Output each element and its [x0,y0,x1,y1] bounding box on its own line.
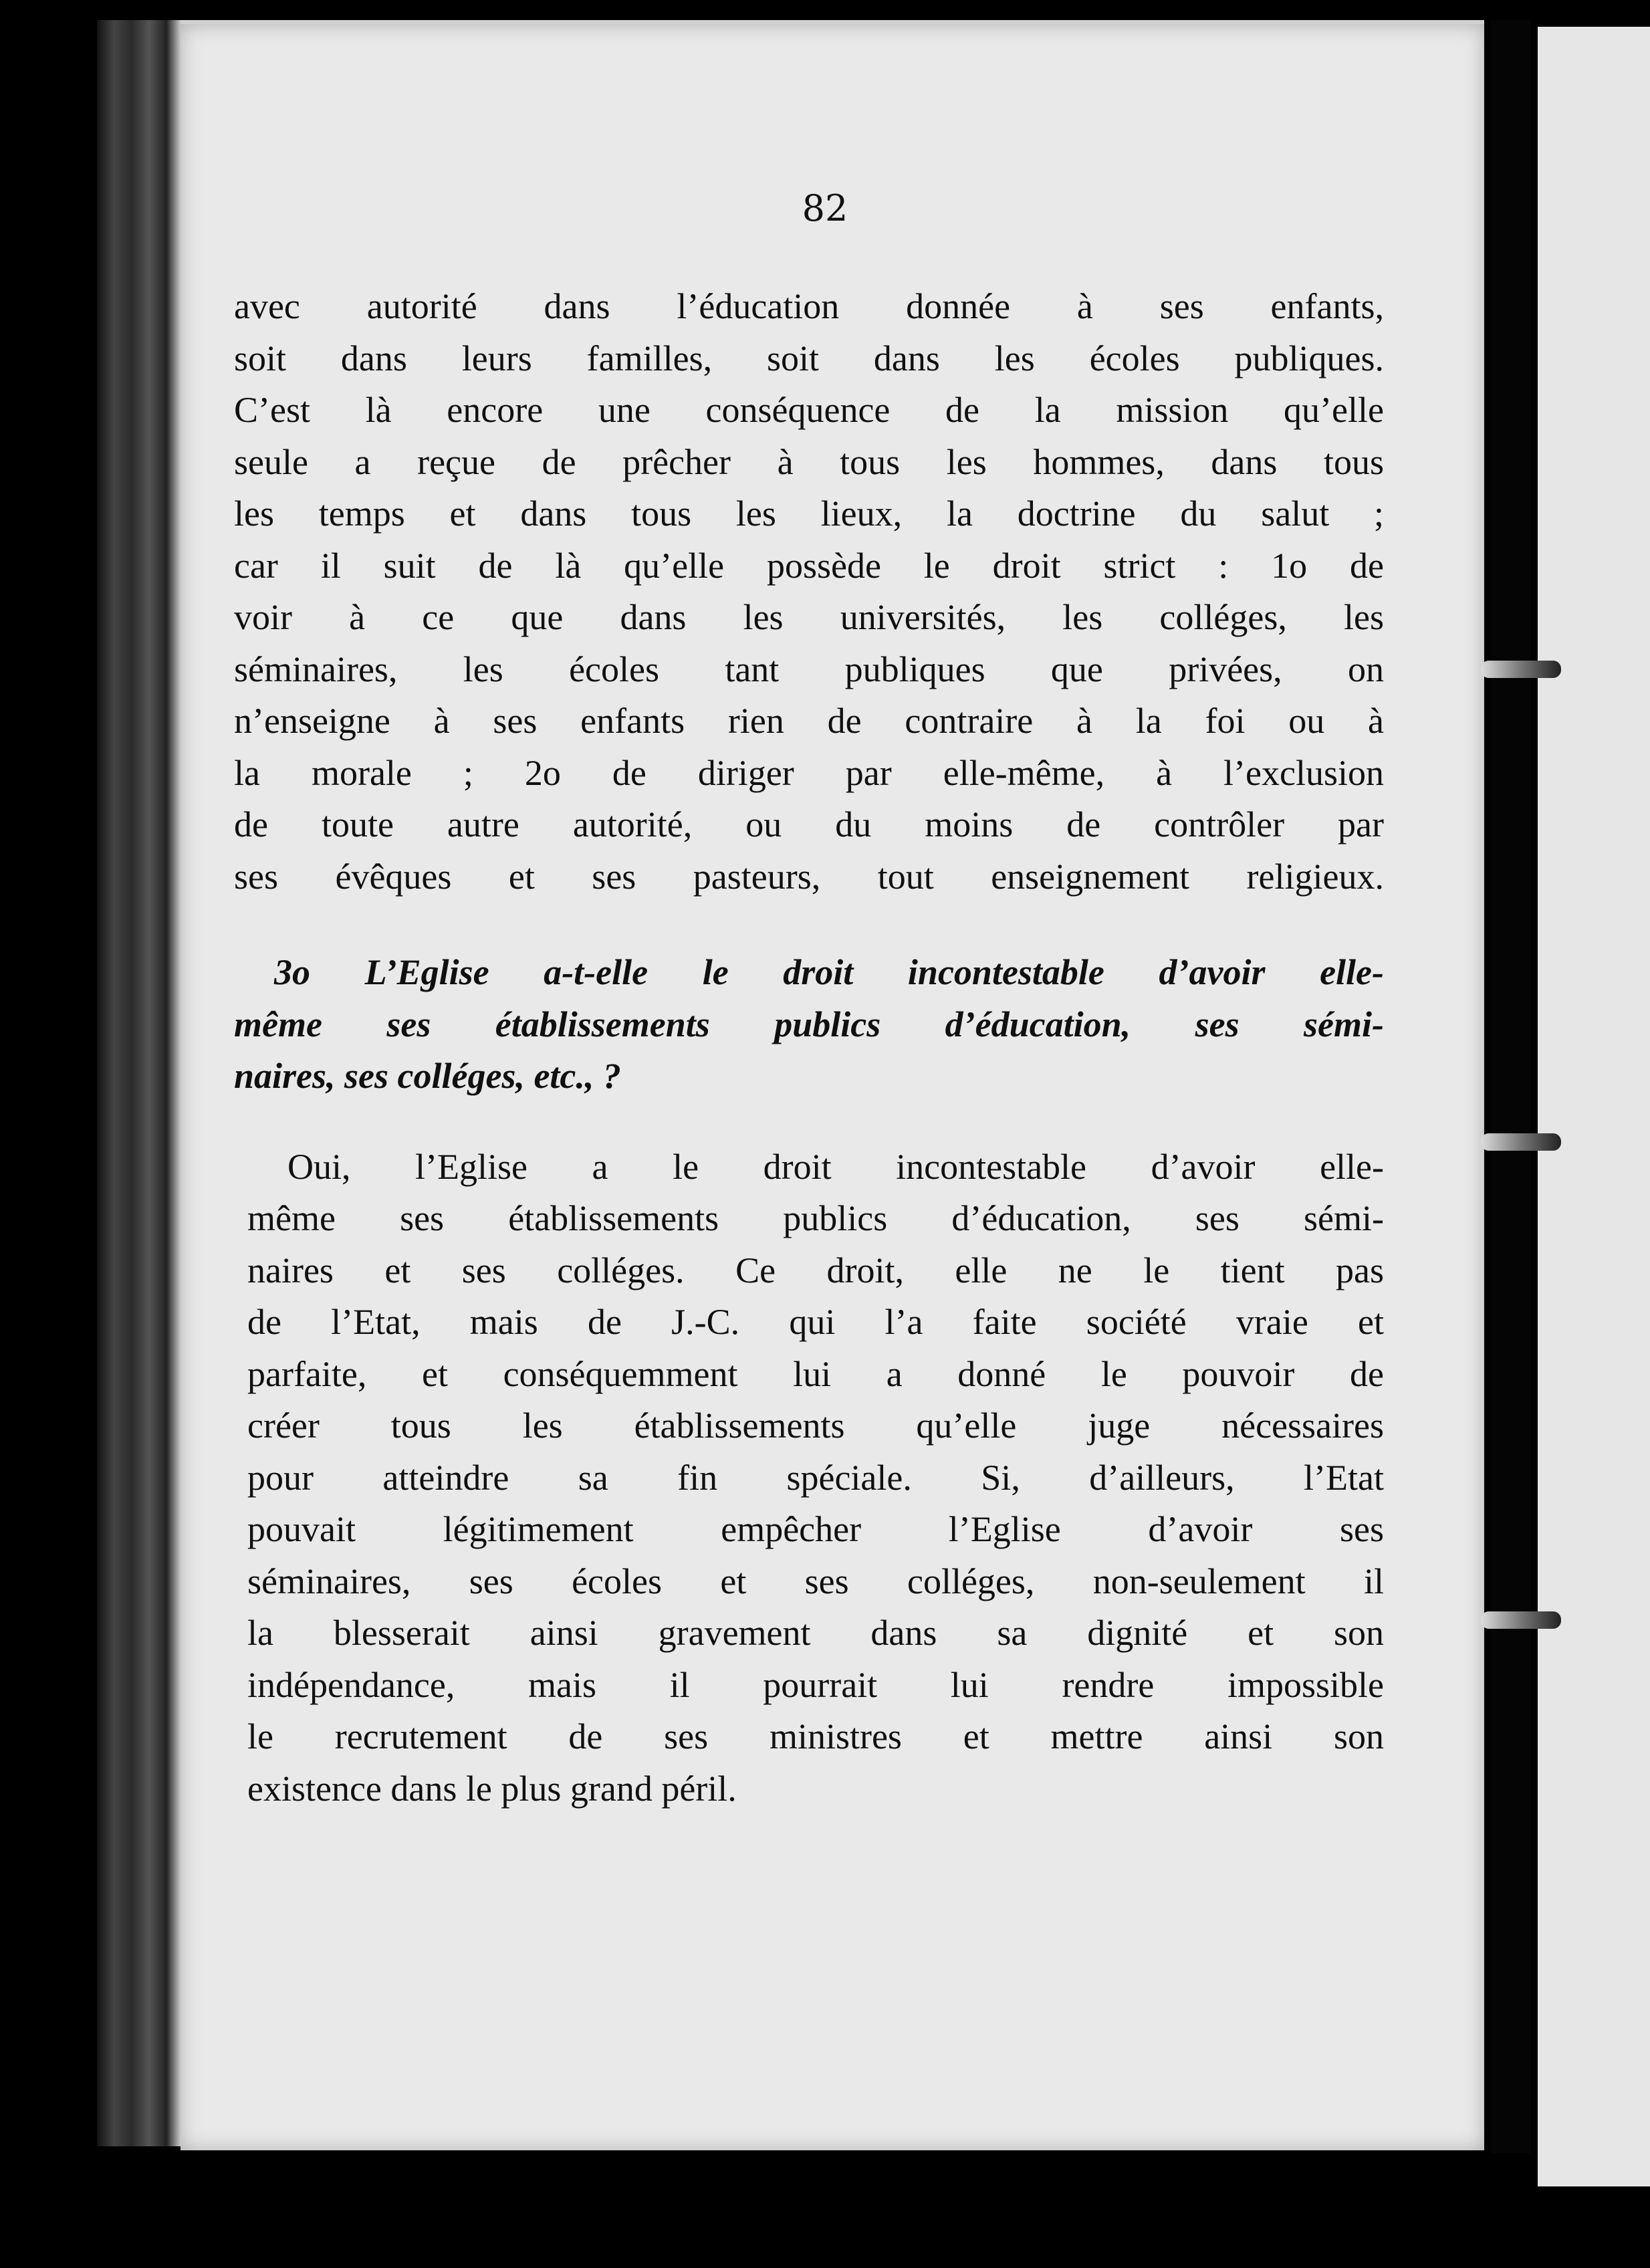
page-body [234,281,1384,1815]
paragraph [234,281,1384,903]
text-line: naires, ses colléges, etc., ? [234,1056,621,1096]
text-line: naires et ses colléges. Ce droit, elle ne le tient pas [247,1250,1384,1290]
text-line: C’est là encore une conséquence de la mission qu’elle [234,390,1384,430]
text-line: seule a reçue de prêcher à tous les hommes, dans tous [234,441,1384,482]
text-line: ses évêques et ses pasteurs, tout enseignement religieux. [234,856,1384,897]
text-line: pouvait légitimement empêcher l’Eglise d’avoir ses [247,1509,1384,1549]
text-line: n’enseigne à ses enfants rien de contraire à la foi ou à [234,701,1384,741]
binding-clip [1481,1133,1561,1151]
binding-clip [1481,1611,1561,1629]
text-line: existence dans le plus grand péril. [247,1768,737,1809]
text-line: créer tous les établissements qu’elle juge nécessaires [247,1405,1384,1446]
text-line: le recrutement de ses ministres et mettre ainsi son [247,1716,1384,1756]
text-line: avec autorité dans l’éducation donnée à ses enfants, [234,286,1384,326]
text-line: la morale ; 2o de diriger par elle-même, à l’exclusion [234,752,1384,793]
text-line: indépendance, mais il pourrait lui rendre impossible [247,1664,1384,1705]
text-line: soit dans leurs familles, soit dans les écoles publiques. [234,338,1384,378]
text-line: séminaires, ses écoles et ses colléges, non-seulement il [247,1561,1384,1601]
text-line: pour atteindre sa fin spéciale. Si, d’ailleurs, l’Etat [247,1457,1384,1498]
text-line: voir à ce que dans les universités, les colléges, les [234,597,1384,637]
text-line: 3o L’Eglise a-t-elle le droit incontestable d’avoir elle- [274,952,1384,992]
text-line: de l’Etat, mais de J.-C. qui l’a faite société vraie et [247,1302,1384,1342]
text-line: même ses établissements publics d’éducation, ses sémi- [234,1004,1384,1044]
gutter-shadow [1491,20,1531,2153]
text-line: les temps et dans tous les lieux, la doctrine du salut ; [234,493,1384,534]
binding-clip [1481,661,1561,678]
text-line: Oui, l’Eglise a le droit incontestable d’avoir elle- [287,1146,1384,1187]
text-line: parfaite, et conséquemment lui a donné le pouvoir de [247,1353,1384,1394]
text-line: la blesserait ainsi gravement dans sa dignité et son [247,1613,1384,1653]
text-line: car il suit de là qu’elle possède le droit strict : 1o de [234,545,1384,586]
text-line: même ses établissements publics d’éducation, ses sémi- [247,1198,1384,1238]
question-heading [234,947,1384,1103]
text-line: de toute autre autorité, ou du moins de contrôler par [234,804,1384,844]
facing-page-edge [1538,27,1650,2186]
page-block-edge [97,20,184,2146]
page-number: 82 [802,187,848,229]
answer-paragraph [234,1141,1384,1815]
text-line: séminaires, les écoles tant publiques que privées, on [234,649,1384,689]
